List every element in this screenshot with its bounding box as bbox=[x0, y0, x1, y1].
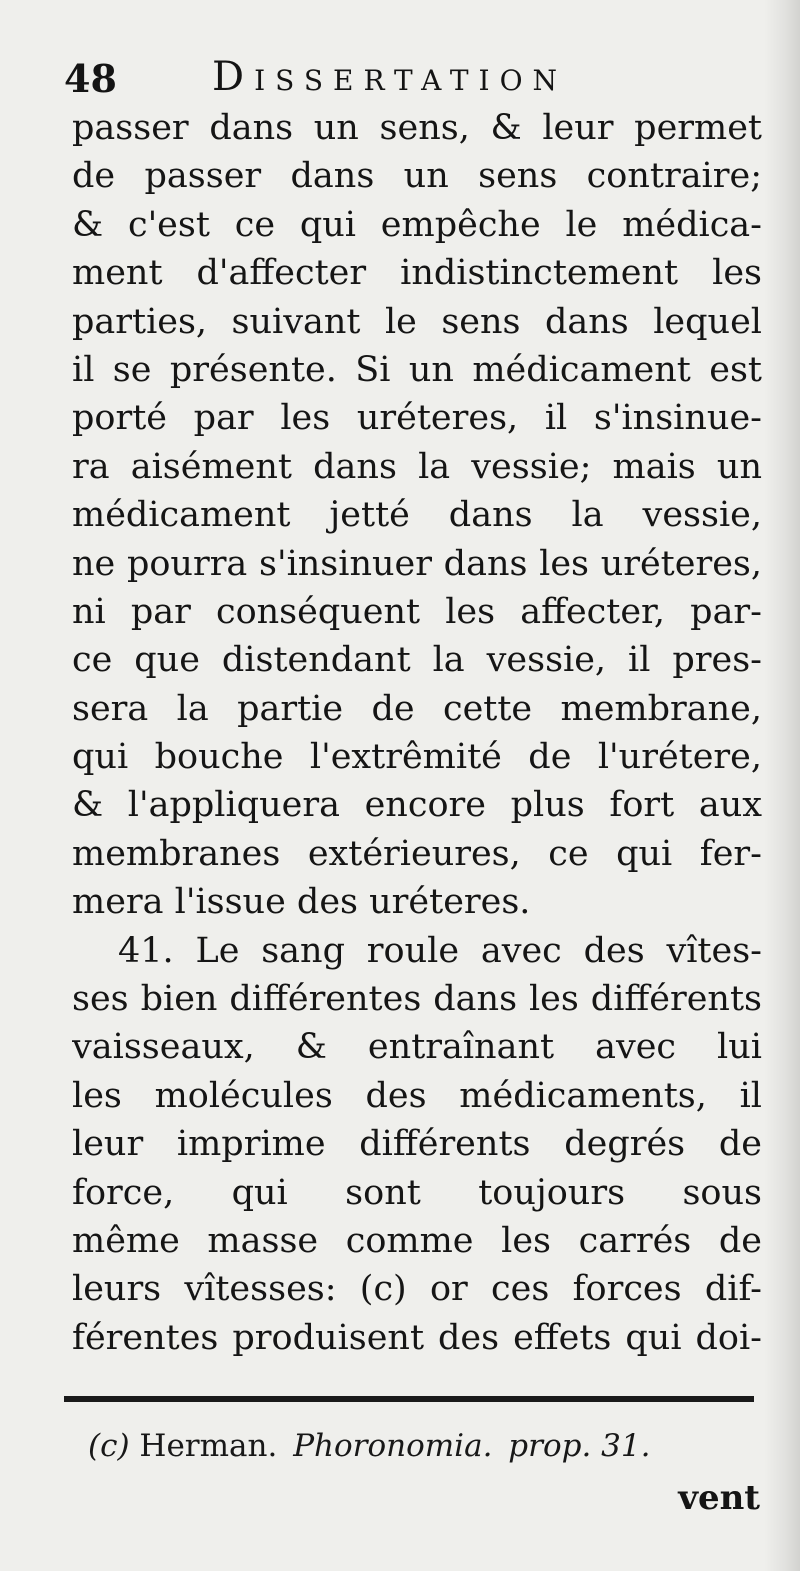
text-line: leurs vîtesses: (c) or ces forces dif- bbox=[72, 1269, 762, 1310]
catchword: vent bbox=[678, 1478, 760, 1518]
text-line: ment d'affecter indistinctement les bbox=[72, 253, 762, 294]
footnote-author: Herman. bbox=[139, 1428, 278, 1464]
footnote-reference: prop. 31. bbox=[508, 1428, 651, 1464]
text-line: leur imprime différents degrés de bbox=[72, 1124, 762, 1165]
footnote bbox=[88, 1428, 748, 1464]
running-title: Dissertation bbox=[212, 54, 568, 100]
footnote-work: Phoronomia. bbox=[293, 1428, 493, 1464]
text-line: force, qui sont toujours sous bbox=[72, 1172, 762, 1213]
text-line: mera l'issue des uréteres. bbox=[72, 882, 531, 923]
text-line: les molécules des médicaments, il bbox=[72, 1075, 762, 1116]
text-line: ce que distendant la vessie, il pres- bbox=[72, 640, 762, 681]
page-number: 48 bbox=[64, 56, 117, 101]
text-line: porté par les uréteres, il s'insinue- bbox=[72, 398, 762, 439]
text-line: passer dans un sens, & leur permet bbox=[72, 108, 762, 148]
text-line: & c'est ce qui empêche le médica- bbox=[72, 204, 762, 245]
text-line: il se présente. Si un médicament est bbox=[72, 349, 762, 390]
paragraph-41-first-line: 41. Le sang roule avec des vîtes- bbox=[118, 930, 762, 971]
text-line: ses bien différentes dans les différents bbox=[72, 979, 762, 1020]
text-line: parties, suivant le sens dans lequel bbox=[72, 301, 762, 342]
running-head bbox=[64, 52, 764, 112]
text-line: sera la partie de cette membrane, bbox=[72, 688, 762, 729]
text-line: & l'appliquera encore plus fort aux bbox=[72, 785, 762, 826]
text-line: qui bouche l'extrêmité de l'urétere, bbox=[72, 737, 762, 778]
text-line: férentes produisent des effets qui doi- bbox=[72, 1317, 762, 1358]
text-line: ne pourra s'insinuer dans les uréteres, bbox=[72, 543, 762, 584]
page-gutter-shadow bbox=[764, 0, 800, 1571]
footnote-rule bbox=[64, 1396, 754, 1402]
text-line: ra aisément dans la vessie; mais un bbox=[72, 446, 762, 487]
text-line: membranes extérieures, ce qui fer- bbox=[72, 833, 762, 874]
footnote-marker: (c) bbox=[88, 1428, 130, 1464]
text-line: ni par conséquent les affecter, par- bbox=[72, 591, 762, 632]
text-line: vaisseaux, & entraînant avec lui bbox=[72, 1027, 762, 1068]
text-line: même masse comme les carrés de bbox=[72, 1220, 762, 1261]
text-line: de passer dans un sens contraire; bbox=[72, 156, 762, 197]
text-line: médicament jetté dans la vessie, bbox=[72, 495, 762, 536]
body-text bbox=[72, 104, 762, 1362]
